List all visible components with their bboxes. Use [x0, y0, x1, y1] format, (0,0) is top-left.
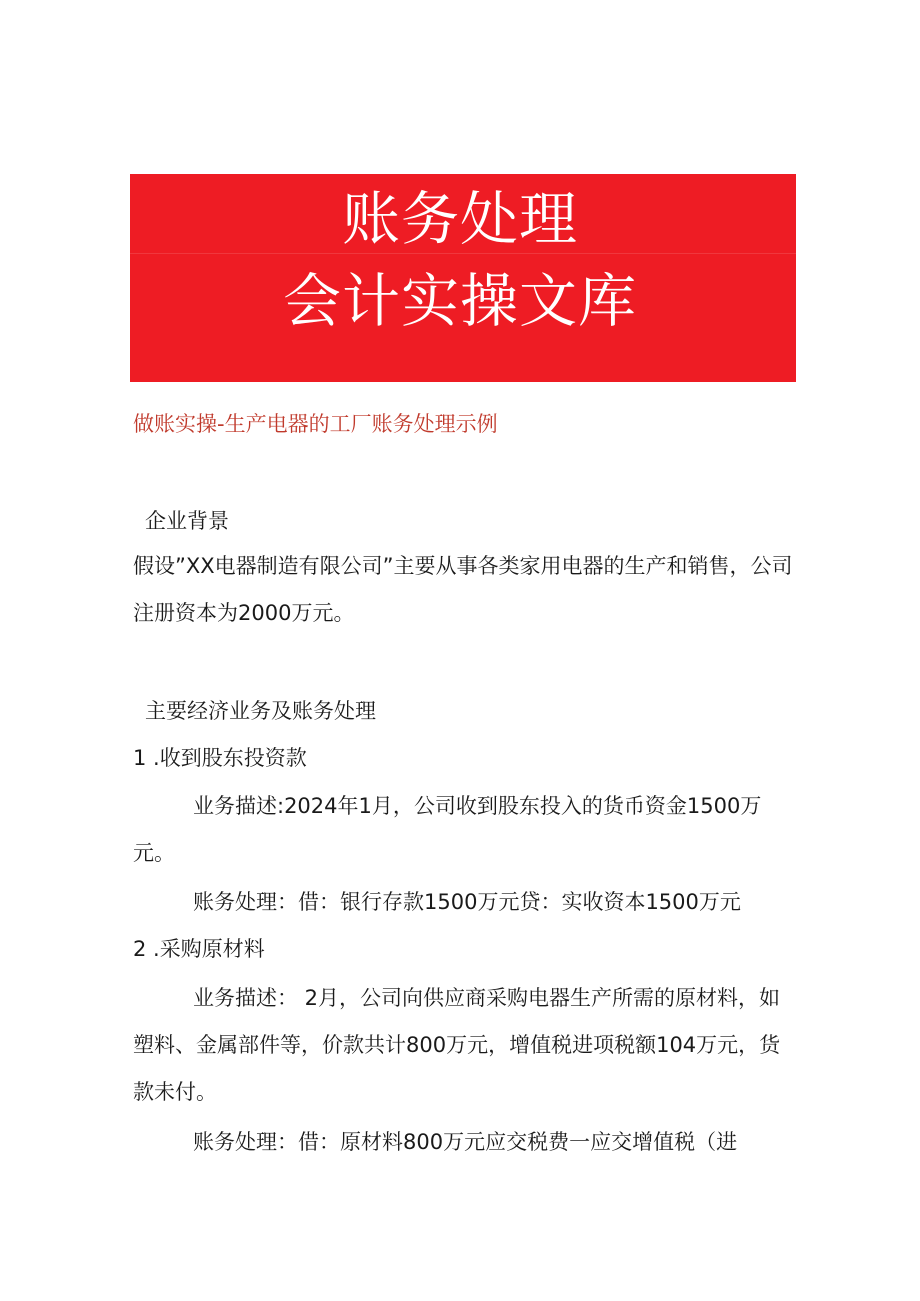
banner-title-line1: 账务处理 [341, 185, 578, 253]
item-title-1: 1 .收到股东投资款 [133, 746, 307, 770]
banner-title-line2: 会计实操文库 [282, 267, 637, 335]
section-heading-main: 主要经济业务及账务处理 [145, 699, 376, 723]
item-1-description: 业务描述:2024年1月，公司收到股东投入的货币资金1500万元。 [133, 794, 762, 865]
banner-divider [130, 253, 796, 254]
item-1-entry: 账务处理：借：银行存款1500万元贷：实收资本1500万元 [193, 890, 741, 914]
item-title-2: 2 .采购原材料 [133, 937, 265, 961]
document-subtitle: 做账实操-生产电器的工厂账务处理示例 [133, 412, 498, 436]
background-paragraph: 假设”XX电器制造有限公司”主要从事各类家用电器的生产和销售，公司注册资本为2000万元。 [133, 554, 793, 625]
section-heading-background: 企业背景 [145, 509, 229, 533]
item-2-description: 业务描述： 2月，公司向供应商采购电器生产所需的原材料，如塑料、金属部件等，价款共计800万元，增值税进项税额104万元，货款未付。 [133, 986, 781, 1104]
item-2-entry: 账务处理：借：原材料800万元应交税费一应交增值税（进 [193, 1130, 738, 1154]
